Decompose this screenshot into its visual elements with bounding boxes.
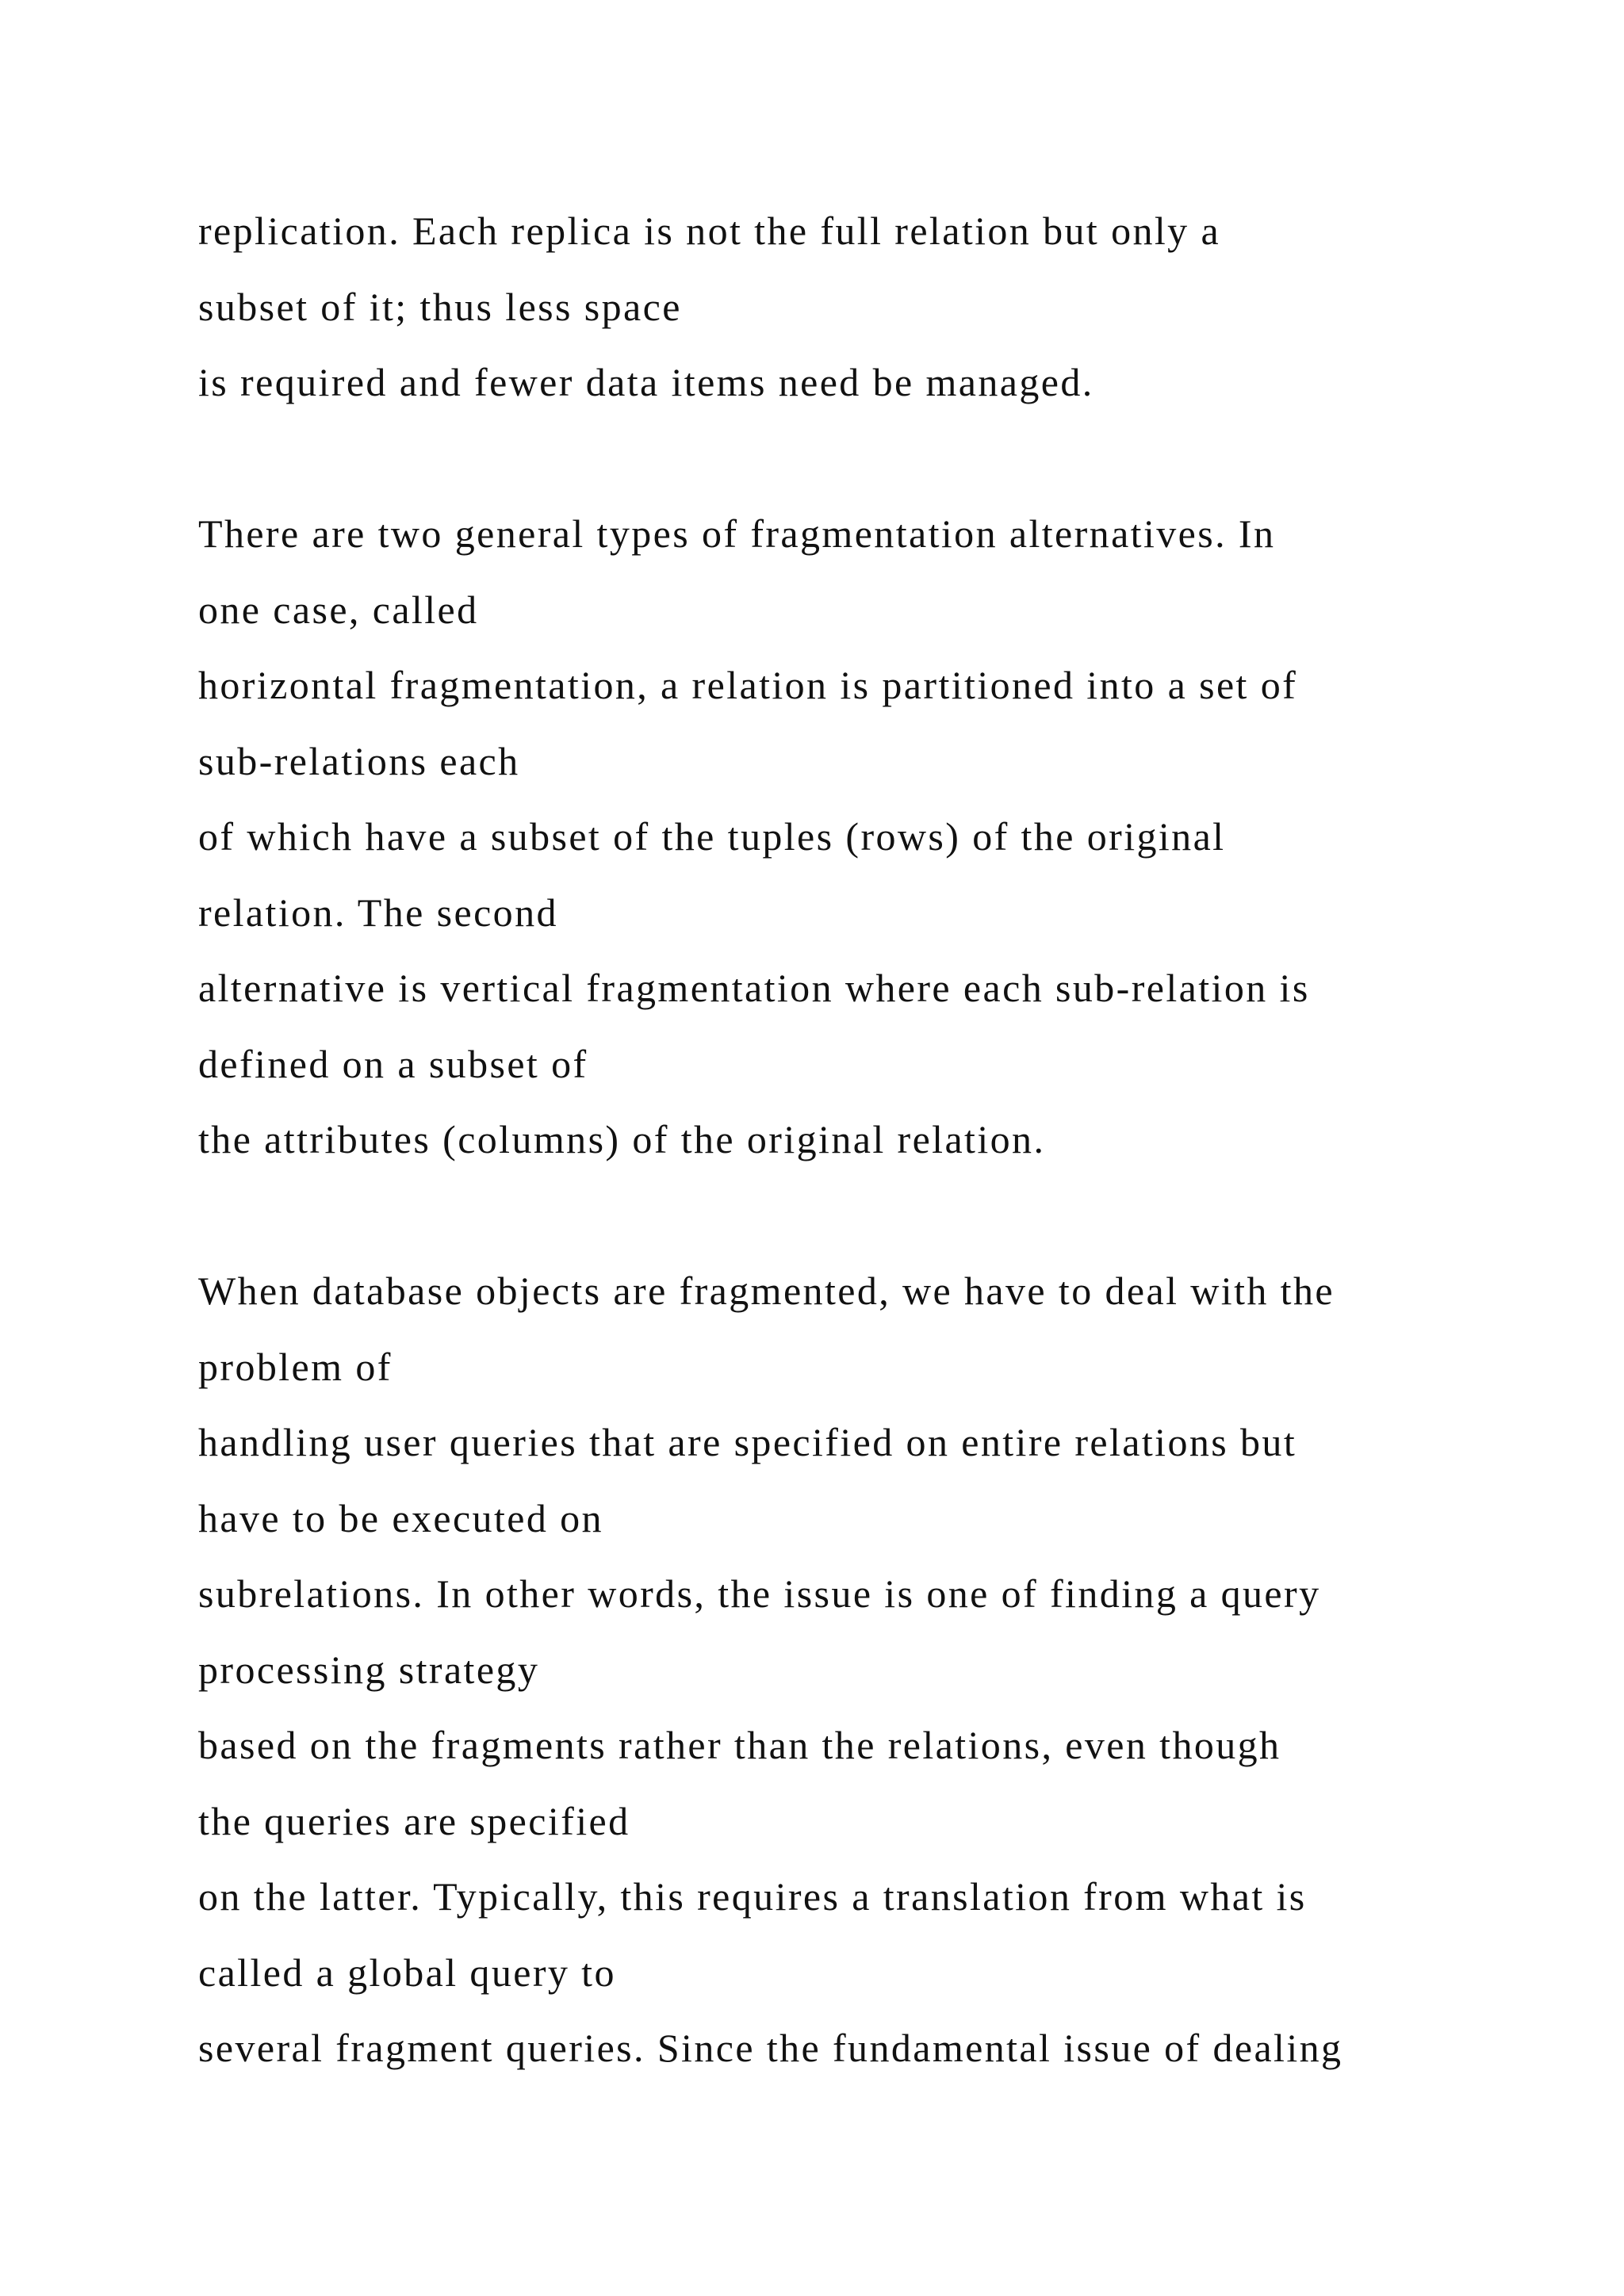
text-line: defined on a subset of [198, 1041, 588, 1086]
text-line: There are two general types of fragmentation alternatives. In [198, 511, 1276, 556]
paragraph-3 [198, 1253, 1594, 2087]
document-body [198, 193, 1594, 2087]
text-line: alternative is vertical fragmentation where each sub-relation is [198, 966, 1310, 1010]
text-line: problem of [198, 1344, 393, 1389]
paragraph-gap [198, 1178, 1594, 1254]
text-line: processing strategy [198, 1647, 540, 1692]
text-line: relation. The second [198, 890, 558, 935]
text-line: When database objects are fragmented, we have to deal with the [198, 1269, 1335, 1313]
text-line: sub-relations each [198, 738, 520, 783]
paragraph-2 [198, 496, 1594, 1178]
text-line: replication. Each replica is not the full relation but only a [198, 209, 1221, 253]
text-line: the attributes (columns) of the original relation. [198, 1117, 1046, 1161]
text-line: have to be executed on [198, 1495, 603, 1540]
text-line: is required and fewer data items need be managed. [198, 360, 1094, 404]
paragraph-1 [198, 193, 1594, 421]
text-line: of which have a subset of the tuples (rows) of the original [198, 814, 1226, 859]
text-line: called a global query to [198, 1950, 616, 1995]
text-line: horizontal fragmentation, a relation is partitioned into a set of [198, 663, 1298, 707]
text-line: subset of it; thus less space [198, 284, 682, 329]
text-line: several fragment queries. Since the fundamental issue of dealing [198, 2026, 1343, 2070]
text-line: one case, called [198, 587, 479, 632]
text-line: the queries are specified [198, 1798, 630, 1843]
text-line: based on the fragments rather than the relations, even though [198, 1723, 1281, 1767]
paragraph-gap [198, 421, 1594, 497]
text-line: on the latter. Typically, this requires a translation from what is [198, 1874, 1307, 1919]
text-line: subrelations. In other words, the issue is one of finding a query [198, 1571, 1321, 1616]
text-line: handling user queries that are specified on entire relations but [198, 1420, 1297, 1464]
